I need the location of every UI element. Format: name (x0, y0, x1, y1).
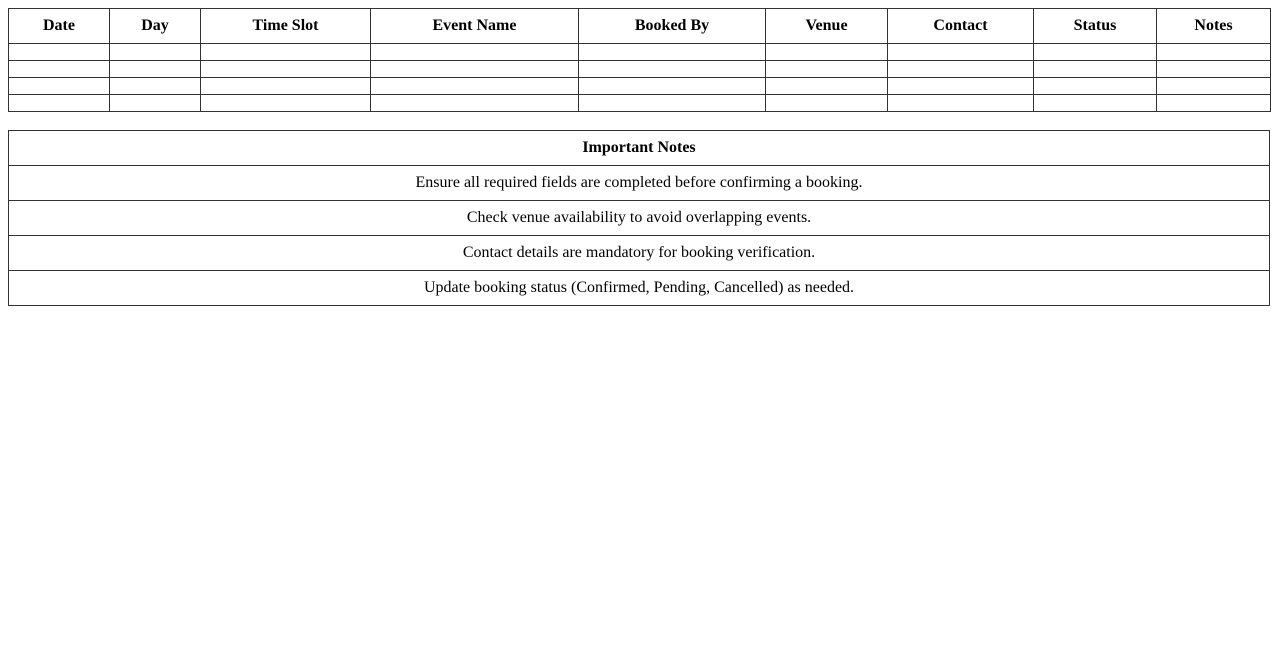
cell-date[interactable] (9, 61, 110, 78)
cell-status[interactable] (1034, 78, 1157, 95)
important-notes-table (8, 130, 1270, 306)
cell-date[interactable] (9, 78, 110, 95)
cell-day[interactable] (110, 44, 201, 61)
cell-day[interactable] (110, 61, 201, 78)
cell-venue[interactable] (766, 78, 888, 95)
booking-table (8, 8, 1271, 112)
header-row (9, 9, 1271, 44)
note-row (9, 166, 1270, 201)
cell-day[interactable] (110, 78, 201, 95)
cell-event-name[interactable] (371, 44, 579, 61)
cell-contact[interactable] (888, 95, 1034, 112)
column-header-booked-by: Booked By (579, 9, 766, 44)
cell-notes[interactable] (1157, 95, 1271, 112)
column-header-time-slot: Time Slot (201, 9, 371, 44)
column-header-event-name: Event Name (371, 9, 579, 44)
table-row (9, 44, 1271, 61)
note-item: Update booking status (Confirmed, Pending, Cancelled) as needed. (9, 271, 1270, 306)
cell-date[interactable] (9, 95, 110, 112)
cell-contact[interactable] (888, 78, 1034, 95)
cell-notes[interactable] (1157, 78, 1271, 95)
cell-venue[interactable] (766, 61, 888, 78)
cell-booked-by[interactable] (579, 61, 766, 78)
cell-notes[interactable] (1157, 44, 1271, 61)
note-row (9, 271, 1270, 306)
note-row (9, 201, 1270, 236)
notes-title: Important Notes (9, 131, 1270, 166)
column-header-day: Day (110, 9, 201, 44)
cell-time-slot[interactable] (201, 78, 371, 95)
cell-status[interactable] (1034, 44, 1157, 61)
cell-time-slot[interactable] (201, 44, 371, 61)
column-header-contact: Contact (888, 9, 1034, 44)
cell-contact[interactable] (888, 44, 1034, 61)
cell-venue[interactable] (766, 95, 888, 112)
note-item: Contact details are mandatory for booking verification. (9, 236, 1270, 271)
table-row (9, 78, 1271, 95)
cell-status[interactable] (1034, 61, 1157, 78)
column-header-venue: Venue (766, 9, 888, 44)
column-header-date: Date (9, 9, 110, 44)
cell-time-slot[interactable] (201, 61, 371, 78)
notes-header-row (9, 131, 1270, 166)
cell-time-slot[interactable] (201, 95, 371, 112)
note-item: Check venue availability to avoid overlapping events. (9, 201, 1270, 236)
cell-notes[interactable] (1157, 61, 1271, 78)
cell-day[interactable] (110, 95, 201, 112)
cell-event-name[interactable] (371, 61, 579, 78)
cell-status[interactable] (1034, 95, 1157, 112)
note-item: Ensure all required fields are completed before confirming a booking. (9, 166, 1270, 201)
cell-contact[interactable] (888, 61, 1034, 78)
column-header-status: Status (1034, 9, 1157, 44)
cell-date[interactable] (9, 44, 110, 61)
cell-booked-by[interactable] (579, 95, 766, 112)
column-header-notes: Notes (1157, 9, 1271, 44)
cell-booked-by[interactable] (579, 44, 766, 61)
table-row (9, 95, 1271, 112)
cell-event-name[interactable] (371, 78, 579, 95)
cell-venue[interactable] (766, 44, 888, 61)
cell-booked-by[interactable] (579, 78, 766, 95)
cell-event-name[interactable] (371, 95, 579, 112)
table-row (9, 61, 1271, 78)
note-row (9, 236, 1270, 271)
